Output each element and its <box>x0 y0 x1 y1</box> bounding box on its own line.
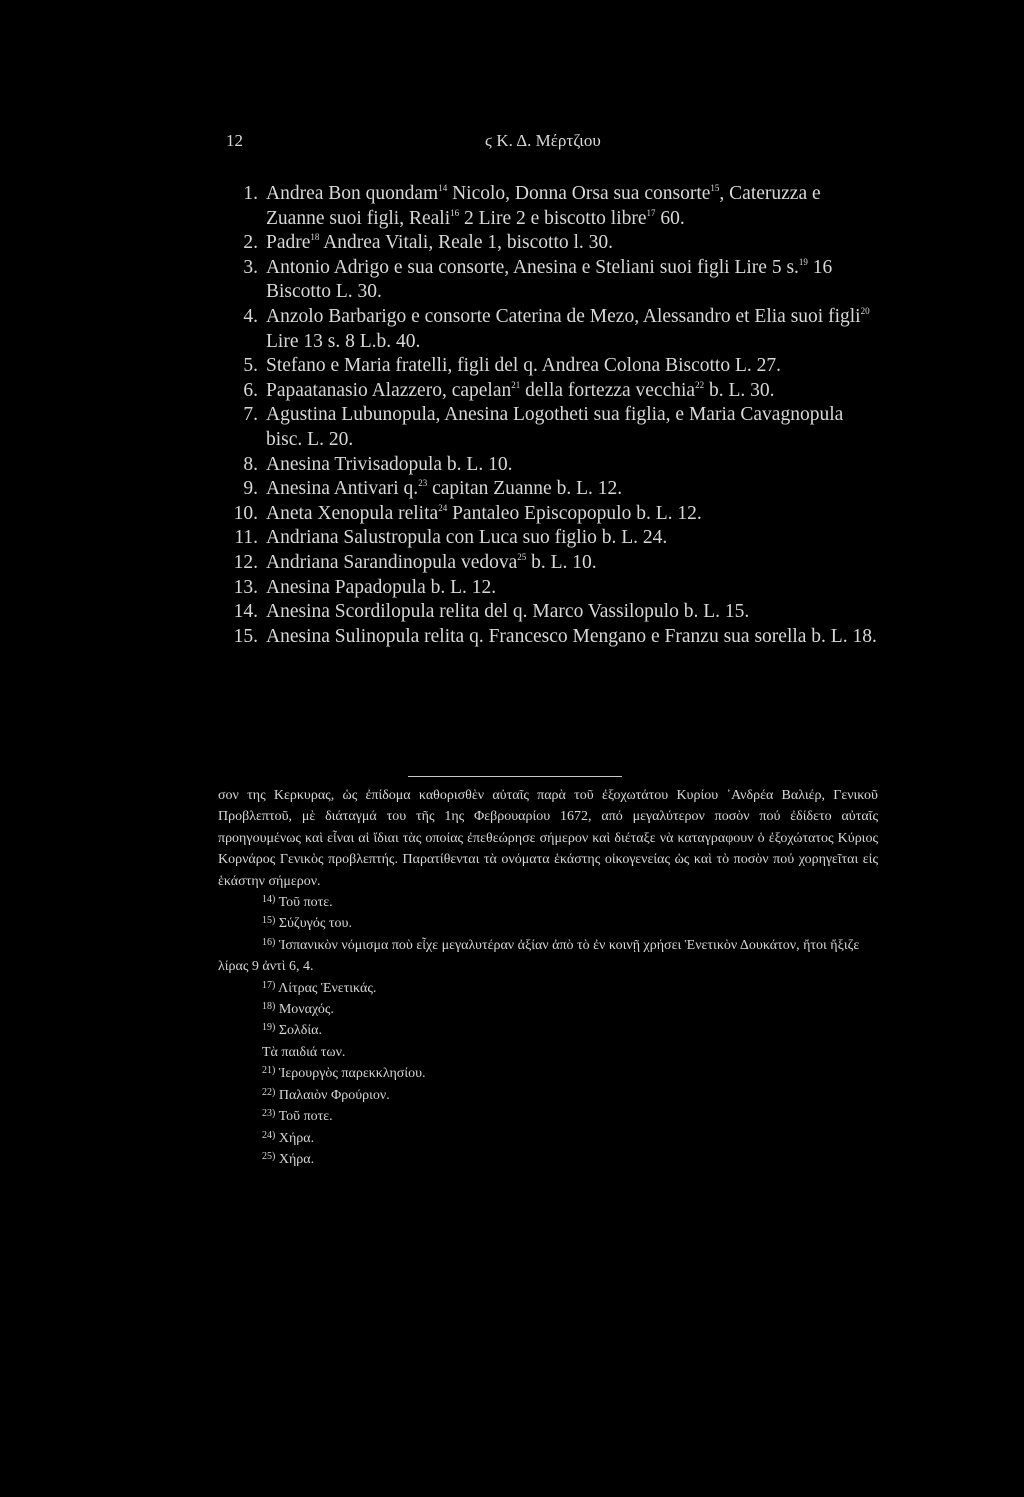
list-item <box>226 526 880 551</box>
footnote <box>218 1085 878 1106</box>
entry-text <box>266 551 880 576</box>
entry-text-part: b. L. 30. <box>704 379 775 401</box>
list-item <box>226 502 880 527</box>
footnote-ref: 15 <box>710 183 720 193</box>
entry-number: 14. <box>233 601 258 623</box>
footnote <box>218 913 878 934</box>
entry-number: 11. <box>234 527 258 549</box>
entry-text-part: Andriana Salustropula con Luca suo figlio b. L. 24. <box>266 527 668 549</box>
list-item <box>226 182 880 231</box>
footnote-mark: 21) <box>262 1065 276 1077</box>
footnote-mark: 18) <box>262 1001 276 1013</box>
list-item <box>226 576 880 601</box>
entry-text <box>266 256 880 305</box>
footnote-text: Σολδία. <box>275 1023 322 1039</box>
footnote-text: Ἱσπανικὸν νόμισμα ποὺ εἶχε μεγαλυτέραν ἀξίαν ἀπὸ τὸ ἐν κοινῇ χρήσει Ἑνετικὸν Δουκάτον, ἤτοι ἤξιζε λίρας 9 ἀντὶ 6, 4. <box>218 937 860 975</box>
footnote-mark: 14) <box>262 894 276 906</box>
entry-number: 1. <box>243 183 258 204</box>
entry-text-part: Andrea Bon quondam <box>266 183 439 204</box>
entry-number: 4. <box>243 305 258 327</box>
entry-text-part: Lire 13 s. 8 L.b. 40. <box>266 330 421 352</box>
footnote-text: Χήρα. <box>275 1151 315 1167</box>
footnote-text: Χήρα. <box>275 1130 315 1146</box>
entry-text-part: , Cateruzza e Zuanne suoi figli, Reali <box>266 183 821 229</box>
entry-text <box>266 453 880 478</box>
page-number: 12 <box>226 131 243 150</box>
entry-text-part: Papaatanasio Alazzero, capelan <box>266 379 512 401</box>
running-title: ϛ Κ. Δ. Μέρτζιου <box>485 131 601 150</box>
footnote-mark: 22) <box>262 1086 276 1098</box>
footnote-mark: 17) <box>262 979 276 991</box>
entry-text-part: Anesina Scordilopula relita del q. Marco Vassilopulo b. L. 15. <box>266 601 750 623</box>
footnote <box>218 999 878 1020</box>
entry-text-part: Andriana Sarandinopula vedova <box>266 551 518 573</box>
footnote-continuation: σον της Κερκυρας, ὡς ἐπίδομα καθορισθὲν αὐταῖς παρὰ τοῦ ἐξοχωτάτου Κυρίου ᾿Ανδρέα Βαλιέρ, Γενικοῦ Προβλεπτοῦ, μὲ διάταγμά του τῆς 1ης Φεβρουαρίου 1672, από μεγαλύτερον ποσὸν πού ἐδίδετο αὐταῖς προηγουμένως καὶ εἶναι αἱ ἴδιαι τὰς οποίας ἐπεθεώρησε σήμερον καὶ διέταξε νὰ καταγραφουν ὁ ἐξοχώτατος Κύριος Κορνάρος Γενικὸς προβλεπτής. Παρατίθενται τὰ ονόματα ἑκάστης οἰκογενείας ὡς καὶ τὸ ποσὸν πού χορηγεῖται εἰς ἑκάστην σήμερον. <box>218 788 878 889</box>
footnote-ref: 17 <box>646 207 656 218</box>
entry-number: 3. <box>243 256 258 278</box>
footnote-ref: 19 <box>798 256 808 267</box>
footnotes <box>218 785 878 1170</box>
footnote-text: Τοῦ ποτε. <box>275 1109 333 1125</box>
list-item <box>226 403 880 452</box>
entry-text <box>266 231 880 256</box>
entry-number: 10. <box>233 502 258 524</box>
entry-number: 7. <box>243 404 258 426</box>
list-item <box>226 231 880 256</box>
footnote-ref: 22 <box>695 379 705 390</box>
entry-text-part: Anesina Trivisadopula b. L. 10. <box>266 453 513 475</box>
footnote-ref: 24 <box>438 502 448 513</box>
entry-text <box>266 502 880 527</box>
footnote-ref: 23 <box>418 478 428 489</box>
footnote-mark: 16) <box>262 936 276 948</box>
entry-number: 8. <box>243 453 258 475</box>
list-item <box>226 379 880 404</box>
entry-number: 2. <box>243 232 258 254</box>
footnote <box>218 1063 878 1084</box>
footnote-mark: 15) <box>262 915 276 927</box>
entry-text-part: Padre <box>266 232 311 254</box>
footnote-ref: 25 <box>517 551 527 562</box>
footnote-text: Τοῦ ποτε. <box>275 895 333 911</box>
entry-list <box>226 182 880 649</box>
entry-number: 5. <box>243 355 258 377</box>
entry-text-part: 2 Lire 2 e biscotto libre <box>459 207 647 229</box>
entry-number: 13. <box>233 576 258 598</box>
entry-text-part: Nicolo, Donna Orsa sua consorte <box>447 183 711 204</box>
footnote-ref: 18 <box>310 232 320 243</box>
entry-text <box>266 576 880 601</box>
entry-text-part: 16 Biscotto L. 30. <box>266 256 833 303</box>
footnote-mark: 24) <box>262 1129 276 1141</box>
footnote-ref: 16 <box>450 207 460 218</box>
entry-text <box>266 403 880 452</box>
entry-number: 6. <box>243 379 258 401</box>
footnote-separator <box>408 776 622 777</box>
entry-text-part: Aneta Xenopula relita <box>266 502 439 524</box>
entry-text <box>266 305 880 354</box>
footnote <box>218 935 878 978</box>
entry-text-part: Andrea Vitali, Reale 1, biscotto l. 30. <box>319 232 614 254</box>
list-item <box>226 354 880 379</box>
footnote-text: Μοναχός. <box>275 1002 334 1018</box>
entry-text-part: capitan Zuanne b. L. 12. <box>427 478 623 500</box>
footnote <box>218 1128 878 1149</box>
footnote-list <box>218 892 878 1170</box>
footnote-mark: 19) <box>262 1022 276 1034</box>
footnote-mark: 23) <box>262 1108 276 1120</box>
list-item <box>226 477 880 502</box>
footnote <box>218 1106 878 1127</box>
list-item <box>226 256 880 305</box>
entry-text-part: della fortezza vecchia <box>520 379 696 401</box>
entry-text <box>266 600 880 625</box>
footnote-text: Τὰ παιδιά των. <box>262 1044 346 1060</box>
footnote <box>218 892 878 913</box>
entry-number: 15. <box>233 625 258 647</box>
list-item <box>226 625 880 650</box>
footnote <box>218 1020 878 1041</box>
running-header <box>226 131 874 155</box>
entry-text-part: Pantaleo Episcopopulo b. L. 12. <box>447 502 702 524</box>
footnote-text: Λίτρας Ἑνετικάς. <box>275 980 377 996</box>
footnote <box>218 1042 878 1063</box>
entry-text-part: 60. <box>655 207 685 229</box>
entry-text <box>266 354 880 379</box>
entry-text-part: b. L. 10. <box>526 551 597 573</box>
entry-text <box>266 625 880 650</box>
entry-text-part: Anesina Papadopula b. L. 12. <box>266 576 497 598</box>
entry-text-part: Anesina Sulinopula relita q. Francesco Mengano e Franzu sua sorella b. L. 18. <box>266 625 877 647</box>
entry-text <box>266 477 880 502</box>
entry-text-part: Agustina Lubunopula, Anesina Logotheti sua figlia, e Maria Cavagnopula bisc. L. 20. <box>266 404 844 450</box>
entry-text-part: Stefano e Maria fratelli, figli del q. Andrea Colona Biscotto L. 27. <box>266 355 781 377</box>
list-item <box>226 305 880 354</box>
entry-text <box>266 526 880 551</box>
entry-number: 12. <box>233 551 258 573</box>
entry-number: 9. <box>243 478 258 500</box>
entry-text-part: Antonio Adrigo e sua consorte, Anesina e Steliani suoi figli Lire 5 s. <box>266 256 799 278</box>
footnote-ref: 14 <box>438 183 448 193</box>
list-item <box>226 551 880 576</box>
footnote-text: Σύζυγός του. <box>275 916 352 932</box>
entry-text <box>266 182 880 231</box>
footnote <box>218 1149 878 1170</box>
footnote-ref: 21 <box>511 379 521 390</box>
footnote-text: Παλαιὸν Φρούριον. <box>275 1087 390 1103</box>
footnote-ref: 20 <box>860 305 870 316</box>
footnote-text: Ἱερουργὸς παρεκκλησίου. <box>275 1066 426 1082</box>
list-item <box>226 453 880 478</box>
entry-text-part: Anzolo Barbarigo e consorte Caterina de Mezo, Alessandro et Elia suoi figli <box>266 305 861 327</box>
footnote-mark: 25) <box>262 1150 276 1162</box>
list-item <box>226 600 880 625</box>
entry-text <box>266 379 880 404</box>
footnote <box>218 978 878 999</box>
entry-text-part: Anesina Antivari q. <box>266 478 419 500</box>
